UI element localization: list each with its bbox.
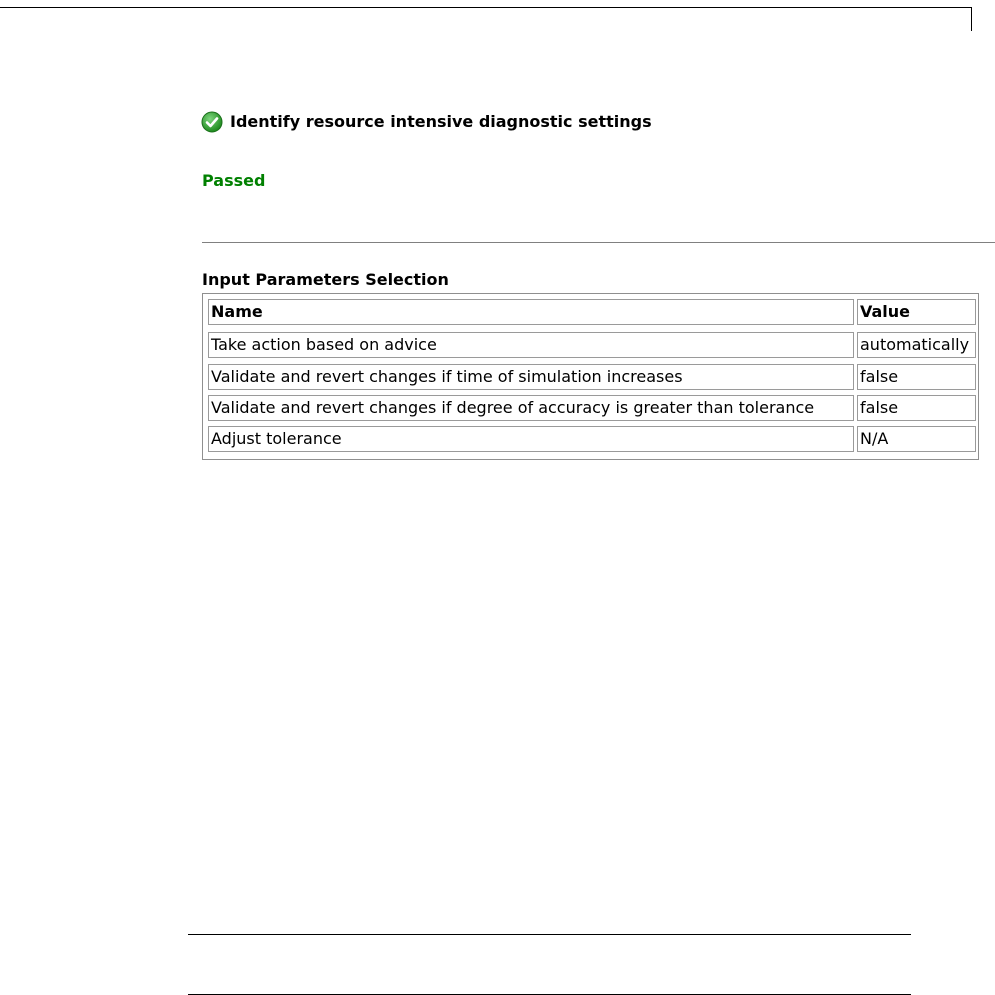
page-top-tick [971,7,972,31]
table-row-value: N/A [857,426,976,452]
page-top-rule [0,7,971,8]
check-circle-icon [201,111,223,133]
input-parameters-table [202,293,979,460]
table-row-name: Take action based on advice [208,332,854,358]
column-header-name: Name [208,299,854,325]
table-row-value: false [857,364,976,390]
check-heading [201,111,652,133]
section-divider [202,242,995,243]
column-header-value: Value [857,299,976,325]
check-title: Identify resource intensive diagnostic settings [230,112,652,131]
table-row-value: automatically [857,332,976,358]
table-row-value: false [857,395,976,421]
input-parameters-heading: Input Parameters Selection [202,270,449,289]
table-row-name: Adjust tolerance [208,426,854,452]
table-row-name: Validate and revert changes if degree of accuracy is greater than tolerance [208,395,854,421]
footer-rule-top [188,934,911,935]
table-row-name: Validate and revert changes if time of simulation increases [208,364,854,390]
status-passed: Passed [202,171,266,190]
